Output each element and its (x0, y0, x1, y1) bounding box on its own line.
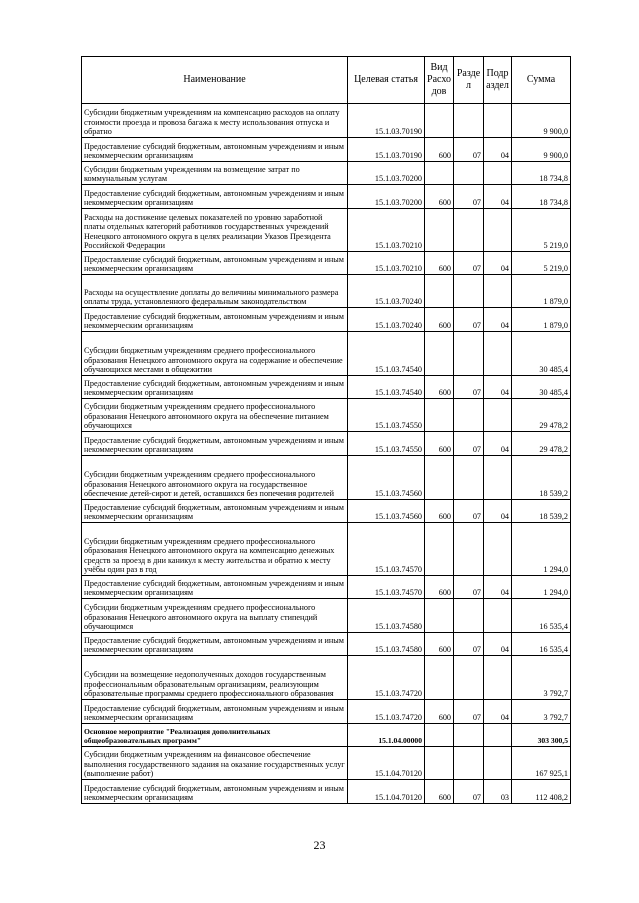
row-vid-cell (425, 523, 454, 576)
row-vid-cell (425, 275, 454, 308)
row-name-cell: Предоставление субсидий бюджетным, автономным учреждениям и иным некоммерческим организациям (82, 500, 348, 523)
row-podrazdel-cell: 04 (484, 576, 512, 599)
row-podrazdel-cell: 04 (484, 308, 512, 332)
row-article-cell: 15.1.03.70190 (348, 104, 425, 138)
row-razdel-cell (454, 724, 484, 747)
row-vid-cell (425, 724, 454, 747)
row-name-cell: Предоставление субсидий бюджетным, автономным учреждениям и иным некоммерческим организациям (82, 376, 348, 399)
row-name-cell: Субсидии бюджетным учреждениям среднего профессионального образования Ненецкого автономного округа на государственное обеспечение детей-сирот и детей, оставшихся без попечения родителей (82, 456, 348, 500)
row-vid-cell (425, 456, 454, 500)
row-article-cell: 15.1.03.74720 (348, 700, 425, 724)
row-article-cell: 15.1.03.74580 (348, 633, 425, 656)
row-razdel-cell: 07 (454, 500, 484, 523)
row-sum-cell: 167 925,1 (512, 747, 571, 780)
row-sum-cell: 303 300,5 (512, 724, 571, 747)
row-podrazdel-cell (484, 599, 512, 633)
row-name-cell: Субсидии бюджетным учреждениям среднего профессионального образования Ненецкого автономного округа на компенсацию денежных средств за проезд в дни каникул к месту жительства и обратно к месту учёбы один раз в год (82, 523, 348, 576)
row-podrazdel-cell (484, 747, 512, 780)
row-name-cell: Субсидии на возмещение недополученных доходов государственным профессиональным образовательным организациям, реализующим образовательные программы среднего профессионального образования (82, 656, 348, 700)
row-sum-cell: 18 539,2 (512, 500, 571, 523)
table-row (82, 432, 571, 456)
row-name-cell: Расходы на осуществление доплаты до величины минимального размера оплаты труда, установленного федеральным законодательством (82, 275, 348, 308)
row-vid-cell: 600 (425, 576, 454, 599)
row-name-cell: Предоставление субсидий бюджетным, автономным учреждениям и иным некоммерческим организациям (82, 633, 348, 656)
row-sum-cell: 1 879,0 (512, 308, 571, 332)
row-razdel-cell: 07 (454, 308, 484, 332)
table-row (82, 308, 571, 332)
row-podrazdel-cell (484, 399, 512, 432)
row-article-cell: 15.1.03.70240 (348, 308, 425, 332)
row-podrazdel-cell (484, 332, 512, 376)
row-razdel-cell (454, 275, 484, 308)
row-razdel-cell (454, 162, 484, 185)
row-razdel-cell (454, 656, 484, 700)
row-podrazdel-cell (484, 656, 512, 700)
row-vid-cell: 600 (425, 185, 454, 209)
row-name-cell: Субсидии бюджетным учреждениям на компенсацию расходов на оплату стоимости проезда и провоза багажа к месту использования отпуска и обратно (82, 104, 348, 138)
row-podrazdel-cell: 03 (484, 780, 512, 804)
row-name-cell: Субсидии бюджетным учреждениям среднего профессионального образования Ненецкого автономного округа на обеспечение питанием обучающихся (82, 399, 348, 432)
row-name-cell: Основное мероприятие "Реализация дополнительных общеобразовательных программ" (82, 724, 348, 747)
row-article-cell: 15.1.03.70200 (348, 162, 425, 185)
row-article-cell: 15.1.04.70120 (348, 747, 425, 780)
row-vid-cell: 600 (425, 252, 454, 275)
row-name-cell: Предоставление субсидий бюджетным, автономным учреждениям и иным некоммерческим организациям (82, 576, 348, 599)
row-sum-cell: 9 900,0 (512, 138, 571, 162)
row-sum-cell: 16 535,4 (512, 599, 571, 633)
row-sum-cell: 3 792,7 (512, 700, 571, 724)
row-sum-cell: 1 294,0 (512, 576, 571, 599)
row-razdel-cell (454, 104, 484, 138)
row-article-cell: 15.1.03.74540 (348, 376, 425, 399)
row-vid-cell: 600 (425, 700, 454, 724)
row-sum-cell: 1 294,0 (512, 523, 571, 576)
row-article-cell: 15.1.03.74560 (348, 456, 425, 500)
row-razdel-cell: 07 (454, 633, 484, 656)
row-vid-cell: 600 (425, 500, 454, 523)
row-razdel-cell (454, 747, 484, 780)
row-sum-cell: 18 734,8 (512, 162, 571, 185)
row-article-cell: 15.1.03.74560 (348, 500, 425, 523)
row-podrazdel-cell (484, 162, 512, 185)
row-sum-cell: 29 478,2 (512, 399, 571, 432)
table-body (82, 104, 571, 804)
header-razdel: Разде л (454, 57, 484, 104)
row-vid-cell: 600 (425, 308, 454, 332)
table-row (82, 500, 571, 523)
row-article-cell: 15.1.03.74580 (348, 599, 425, 633)
row-name-cell: Предоставление субсидий бюджетным, автономным учреждениям и иным некоммерческим организациям (82, 308, 348, 332)
table-row (82, 275, 571, 308)
table-row (82, 780, 571, 804)
row-podrazdel-cell (484, 523, 512, 576)
row-razdel-cell: 07 (454, 185, 484, 209)
row-vid-cell: 600 (425, 432, 454, 456)
row-razdel-cell: 07 (454, 700, 484, 724)
row-razdel-cell (454, 456, 484, 500)
table-row (82, 399, 571, 432)
row-article-cell: 15.1.03.70240 (348, 275, 425, 308)
table-row (82, 700, 571, 724)
table-row (82, 138, 571, 162)
row-name-cell: Субсидии бюджетным учреждениям на финансовое обеспечение выполнения государственного задания на оказание государственных услуг (выполнение работ) (82, 747, 348, 780)
row-razdel-cell (454, 599, 484, 633)
row-vid-cell (425, 332, 454, 376)
row-vid-cell (425, 162, 454, 185)
row-name-cell: Предоставление субсидий бюджетным, автономным учреждениям и иным некоммерческим организациям (82, 252, 348, 275)
table-row (82, 599, 571, 633)
row-podrazdel-cell: 04 (484, 252, 512, 275)
table-row (82, 185, 571, 209)
table-row (82, 523, 571, 576)
row-article-cell: 15.1.03.74550 (348, 399, 425, 432)
row-razdel-cell (454, 399, 484, 432)
row-podrazdel-cell: 04 (484, 185, 512, 209)
row-podrazdel-cell: 04 (484, 138, 512, 162)
row-article-cell: 15.1.03.74550 (348, 432, 425, 456)
row-vid-cell: 600 (425, 633, 454, 656)
row-podrazdel-cell: 04 (484, 700, 512, 724)
row-razdel-cell: 07 (454, 432, 484, 456)
row-vid-cell (425, 747, 454, 780)
budget-table (81, 56, 571, 804)
row-vid-cell (425, 656, 454, 700)
table-row (82, 456, 571, 500)
page-number: 23 (313, 838, 326, 852)
header-name: Наименование (82, 57, 348, 104)
row-name-cell: Предоставление субсидий бюджетным, автономным учреждениям и иным некоммерческим организациям (82, 138, 348, 162)
row-sum-cell: 9 900,0 (512, 104, 571, 138)
header-vid: Вид Расхо дов (425, 57, 454, 104)
header-podrazdel: Подр аздел (484, 57, 512, 104)
row-article-cell: 15.1.03.74540 (348, 332, 425, 376)
row-razdel-cell (454, 332, 484, 376)
row-name-cell: Предоставление субсидий бюджетным, автономным учреждениям и иным некоммерческим организациям (82, 432, 348, 456)
row-sum-cell: 3 792,7 (512, 656, 571, 700)
row-article-cell: 15.1.03.74570 (348, 576, 425, 599)
table-row (82, 104, 571, 138)
row-sum-cell: 18 734,8 (512, 185, 571, 209)
row-podrazdel-cell: 04 (484, 633, 512, 656)
row-razdel-cell (454, 523, 484, 576)
row-podrazdel-cell (484, 724, 512, 747)
table-row (82, 633, 571, 656)
row-razdel-cell (454, 209, 484, 252)
header-article: Целевая статья (348, 57, 425, 104)
row-vid-cell: 600 (425, 376, 454, 399)
row-vid-cell: 600 (425, 138, 454, 162)
row-vid-cell: 600 (425, 780, 454, 804)
header-sum: Сумма (512, 57, 571, 104)
row-vid-cell (425, 599, 454, 633)
row-sum-cell: 5 219,0 (512, 252, 571, 275)
row-vid-cell (425, 104, 454, 138)
row-razdel-cell: 07 (454, 576, 484, 599)
row-podrazdel-cell (484, 104, 512, 138)
row-sum-cell: 5 219,0 (512, 209, 571, 252)
row-article-cell: 15.1.04.70120 (348, 780, 425, 804)
table-row (82, 162, 571, 185)
table-row (82, 252, 571, 275)
table-row (82, 332, 571, 376)
row-sum-cell: 29 478,2 (512, 432, 571, 456)
table-row (82, 724, 571, 747)
table-row (82, 576, 571, 599)
row-name-cell: Предоставление субсидий бюджетным, автономным учреждениям и иным некоммерческим организациям (82, 700, 348, 724)
row-sum-cell: 30 485,4 (512, 376, 571, 399)
row-sum-cell: 18 539,2 (512, 456, 571, 500)
row-razdel-cell: 07 (454, 138, 484, 162)
row-podrazdel-cell: 04 (484, 500, 512, 523)
row-sum-cell: 30 485,4 (512, 332, 571, 376)
row-sum-cell: 112 408,2 (512, 780, 571, 804)
row-podrazdel-cell (484, 275, 512, 308)
row-name-cell: Субсидии бюджетным учреждениям среднего профессионального образования Ненецкого автономного округа на содержание и обеспечение обучающихся местами в общежитии (82, 332, 348, 376)
row-article-cell: 15.1.03.70210 (348, 252, 425, 275)
row-podrazdel-cell: 04 (484, 432, 512, 456)
row-article-cell: 15.1.03.70210 (348, 209, 425, 252)
row-vid-cell (425, 399, 454, 432)
row-razdel-cell: 07 (454, 252, 484, 275)
table-row (82, 209, 571, 252)
row-name-cell: Субсидии бюджетным учреждениям среднего профессионального образования Ненецкого автономного округа на выплату стипендий обучающимся (82, 599, 348, 633)
row-name-cell: Субсидии бюджетным учреждениям на возмещение затрат по коммунальным услугам (82, 162, 348, 185)
table-header-row (82, 57, 571, 104)
row-article-cell: 15.1.03.70190 (348, 138, 425, 162)
row-podrazdel-cell: 04 (484, 376, 512, 399)
row-name-cell: Расходы на достижение целевых показателей по уровню заработной платы отдельных категорий работников государственных учреждений Ненецкого автономного округа в целях реализации Указов Президента Российской Федерации (82, 209, 348, 252)
row-vid-cell (425, 209, 454, 252)
table-row (82, 656, 571, 700)
row-article-cell: 15.1.04.00000 (348, 724, 425, 747)
row-name-cell: Предоставление субсидий бюджетным, автономным учреждениям и иным некоммерческим организациям (82, 185, 348, 209)
row-name-cell: Предоставление субсидий бюджетным, автономным учреждениям и иным некоммерческим организациям (82, 780, 348, 804)
row-article-cell: 15.1.03.70200 (348, 185, 425, 209)
row-sum-cell: 1 879,0 (512, 275, 571, 308)
row-article-cell: 15.1.03.74720 (348, 656, 425, 700)
row-razdel-cell: 07 (454, 780, 484, 804)
row-podrazdel-cell (484, 456, 512, 500)
table-row (82, 747, 571, 780)
row-razdel-cell: 07 (454, 376, 484, 399)
row-sum-cell: 16 535,4 (512, 633, 571, 656)
row-podrazdel-cell (484, 209, 512, 252)
table-row (82, 376, 571, 399)
row-article-cell: 15.1.03.74570 (348, 523, 425, 576)
